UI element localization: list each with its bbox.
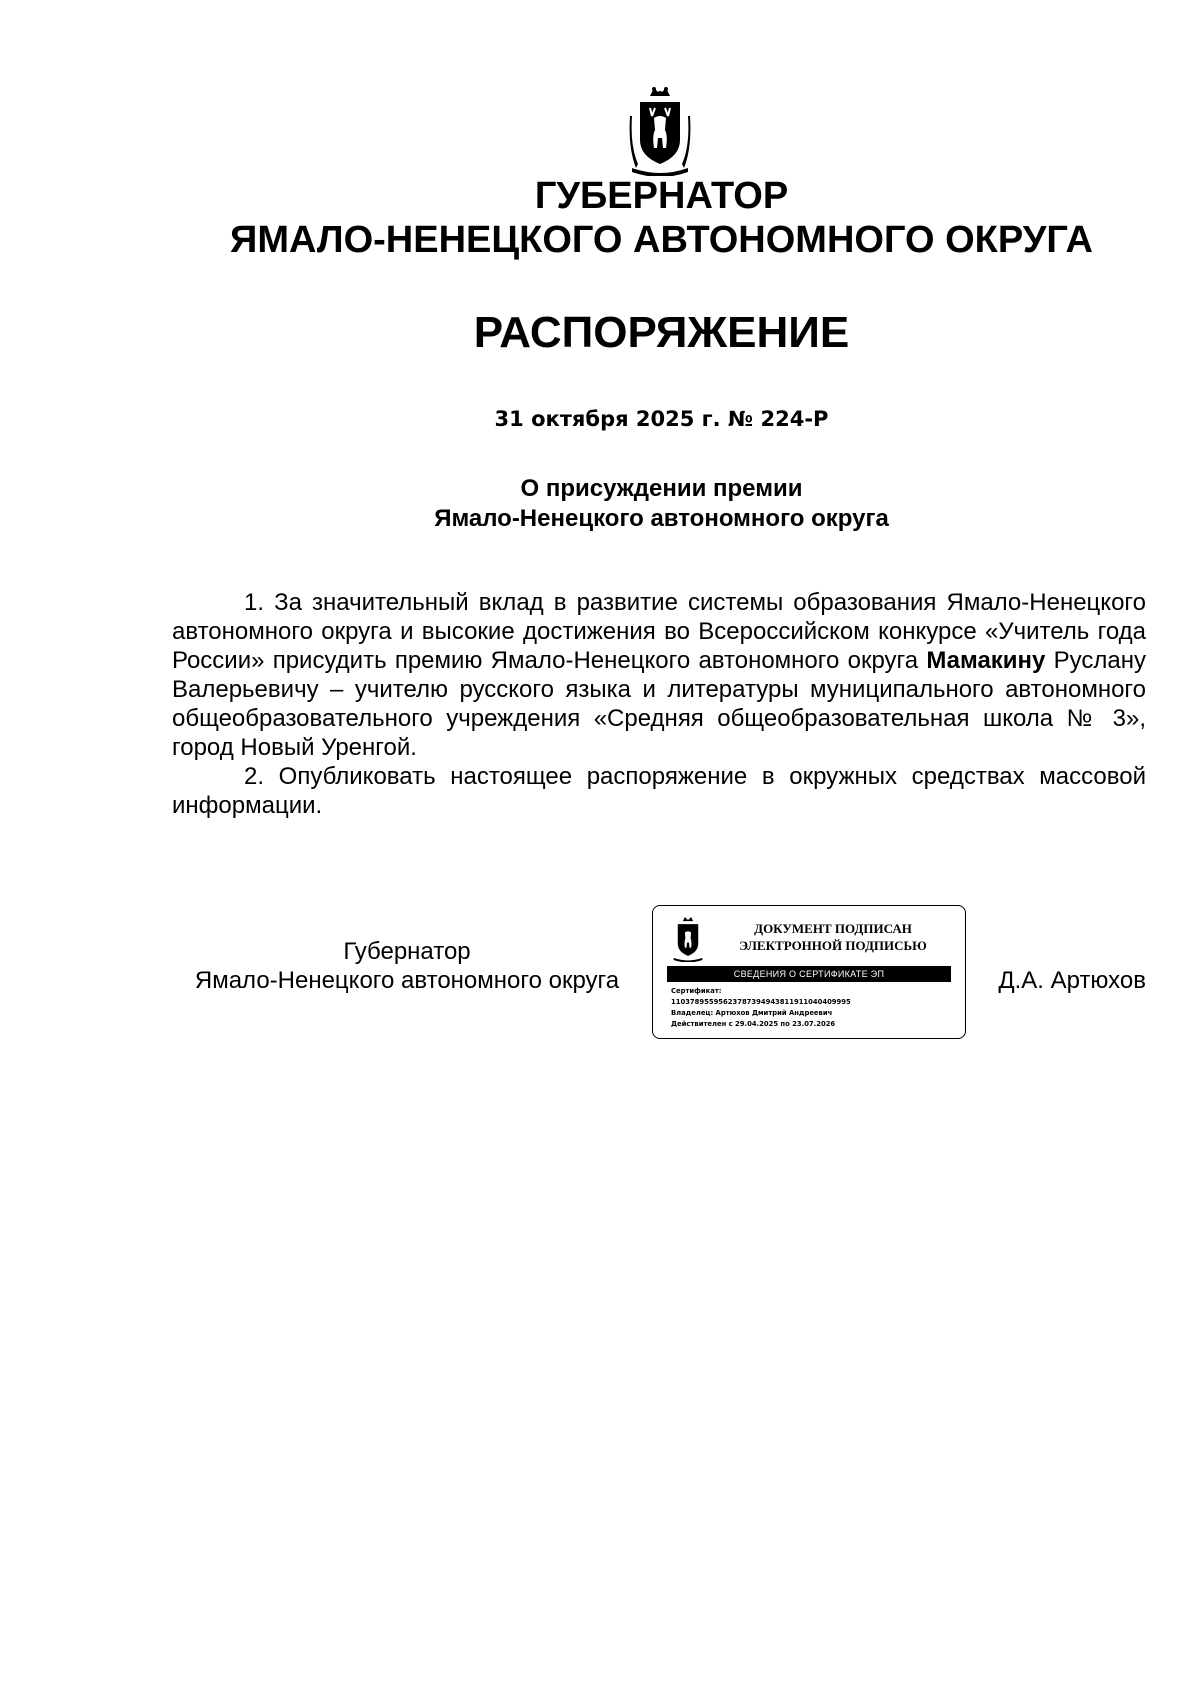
certificate-number: 11037895595623787394943811911040409995 <box>671 998 851 1006</box>
signatory-name: Д.А. Артюхов <box>998 967 1146 994</box>
issuer-region: ЯМАЛО-НЕНЕЦКОГО АВТОНОМНОГО ОКРУГА <box>230 219 1093 261</box>
paragraph-1 <box>172 588 1146 762</box>
stamp-certificate-band: СВЕДЕНИЯ О СЕРТИФИКАТЕ ЭП <box>667 966 951 982</box>
subject-line-2: Ямало-Ненецкого автономного округа <box>434 505 889 532</box>
paragraph-2: 2. Опубликовать настоящее распоряжение в окружных средствах массовой информации. <box>172 763 1146 819</box>
document-type: РАСПОРЯЖЕНИЕ <box>473 308 850 357</box>
stamp-heading-line-2: ЭЛЕКТРОННОЙ ПОДПИСЬЮ <box>739 938 927 953</box>
stamp-certificate-info <box>671 986 961 1030</box>
electronic-signature-stamp <box>652 905 966 1039</box>
stamp-heading-line-1: ДОКУМЕНТ ПОДПИСАН <box>754 921 912 936</box>
coat-of-arms-emblem <box>628 86 692 176</box>
document-subject <box>0 474 1200 534</box>
stamp-heading <box>713 920 953 954</box>
signatory-position-line-2: Ямало-Ненецкого автономного округа <box>194 967 620 994</box>
signatory-position-line-1: Губернатор <box>343 938 471 965</box>
paragraph-1-text-start: 1. За значительный вклад в развитие системы образования Ямало-Ненецкого автономного округа и высокие достижения во Всероссийском конкурсе «Учитель года России» присудить премию Ямало-Ненецкого автономного округа <box>172 589 1146 674</box>
certificate-label: Сертификат: <box>671 987 722 995</box>
issuer-title: ГУБЕРНАТОР <box>534 175 789 217</box>
stamp-emblem-icon <box>671 916 705 962</box>
paragraph-1-text-end: Руслану Валерьевичу – учителю русского языка и литературы муниципального автономного общеобразовательного учреждения «Средняя общеобразовательная школа № 3», город Новый Уренгой. <box>172 647 1147 761</box>
certificate-owner: Владелец: Артюхов Дмитрий Андреевич <box>671 1009 833 1017</box>
subject-line-1: О присуждении премии <box>520 475 803 502</box>
signatory-position <box>172 937 642 995</box>
certificate-validity: Действителен с 29.04.2025 по 23.07.2026 <box>671 1020 836 1028</box>
document-date-number: 31 октября 2025 г. № 224-Р <box>494 407 829 431</box>
document-body <box>172 588 1146 820</box>
awardee-surname: Мамакину <box>926 647 1046 674</box>
